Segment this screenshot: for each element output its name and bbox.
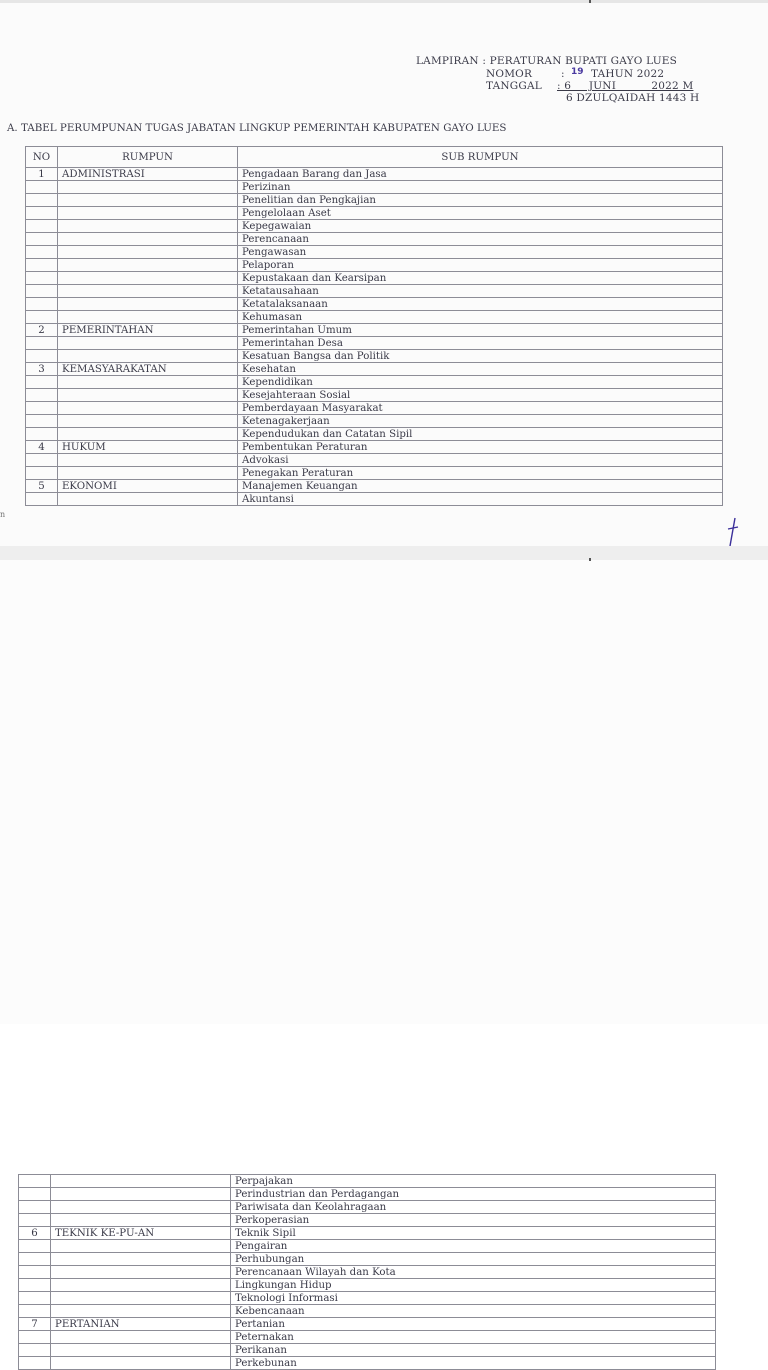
table-row	[19, 1331, 716, 1344]
cell-sub-rumpun: Peternakan	[231, 1331, 716, 1344]
cell-rumpun	[58, 298, 238, 311]
cell-sub-rumpun: Akuntansi	[238, 493, 723, 506]
cell-sub-rumpun: Pengairan	[231, 1240, 716, 1253]
section-title: A. TABEL PERUMPUNAN TUGAS JABATAN LINGKUP PEMERINTAH KABUPATEN GAYO LUES	[7, 122, 507, 134]
cell-rumpun	[58, 246, 238, 259]
cell-sub-rumpun: Perkebunan	[231, 1357, 716, 1370]
cell-sub-rumpun: Teknik Sipil	[231, 1227, 716, 1240]
cell-sub-rumpun: Pengadaan Barang dan Jasa	[238, 168, 723, 181]
cell-rumpun	[51, 1201, 231, 1214]
table-row	[19, 1266, 716, 1279]
cell-rumpun: TEKNIK KE-PU-AN	[51, 1227, 231, 1240]
cell-rumpun	[58, 194, 238, 207]
table-row	[26, 389, 723, 402]
cell-sub-rumpun: Teknologi Informasi	[231, 1292, 716, 1305]
table-row	[26, 376, 723, 389]
cell-rumpun	[51, 1188, 231, 1201]
cell-sub-rumpun: Kesehatan	[238, 363, 723, 376]
cell-rumpun	[51, 1357, 231, 1370]
cell-rumpun	[51, 1292, 231, 1305]
cell-sub-rumpun: Kepegawaian	[238, 220, 723, 233]
nomor-separator: :	[561, 68, 565, 80]
cell-sub-rumpun: Kependudukan dan Catatan Sipil	[238, 428, 723, 441]
table-header-row	[26, 147, 723, 168]
cell-no	[19, 1357, 51, 1370]
cell-sub-rumpun: Perkoperasian	[231, 1214, 716, 1227]
cell-rumpun	[58, 259, 238, 272]
cell-rumpun	[51, 1344, 231, 1357]
document-page-1	[0, 0, 768, 547]
cell-sub-rumpun: Kesejahteraan Sosial	[238, 389, 723, 402]
cell-rumpun	[58, 389, 238, 402]
table-row	[26, 480, 723, 493]
header-rumpun: RUMPUN	[58, 147, 238, 168]
cell-rumpun	[51, 1279, 231, 1292]
nomor-label: NOMOR	[486, 68, 533, 80]
cell-rumpun	[58, 337, 238, 350]
header-sub-rumpun: SUB RUMPUN	[238, 147, 723, 168]
table-row	[19, 1279, 716, 1292]
cell-no: 3	[26, 363, 58, 376]
cell-sub-rumpun: Kebencanaan	[231, 1305, 716, 1318]
table-row	[19, 1357, 716, 1370]
cell-sub-rumpun: Perencanaan	[238, 233, 723, 246]
cell-no	[26, 298, 58, 311]
table-row	[19, 1227, 716, 1240]
cell-no	[26, 467, 58, 480]
cell-no	[19, 1188, 51, 1201]
table-row	[26, 298, 723, 311]
cell-sub-rumpun: Kepustakaan dan Kearsipan	[238, 272, 723, 285]
table-row	[26, 233, 723, 246]
table-row	[26, 428, 723, 441]
cell-rumpun: HUKUM	[58, 441, 238, 454]
cell-sub-rumpun: Pengawasan	[238, 246, 723, 259]
cell-no	[19, 1175, 51, 1188]
cell-sub-rumpun: Pertanian	[231, 1318, 716, 1331]
rumpun-table-page-2	[18, 1174, 716, 1370]
cell-no	[19, 1292, 51, 1305]
cell-sub-rumpun: Kependidikan	[238, 376, 723, 389]
cell-no	[26, 402, 58, 415]
cell-no: 5	[26, 480, 58, 493]
cell-sub-rumpun: Penegakan Peraturan	[238, 467, 723, 480]
cell-sub-rumpun: Pemberdayaan Masyarakat	[238, 402, 723, 415]
cell-rumpun	[58, 454, 238, 467]
rumpun-table-page-1	[25, 146, 723, 506]
table-row	[19, 1240, 716, 1253]
table-row	[26, 402, 723, 415]
cell-sub-rumpun: Kesatuan Bangsa dan Politik	[238, 350, 723, 363]
cell-no	[26, 272, 58, 285]
cell-rumpun	[51, 1266, 231, 1279]
cell-no	[26, 181, 58, 194]
cell-sub-rumpun: Pariwisata dan Keolahragaan	[231, 1201, 716, 1214]
cell-sub-rumpun: Ketatausahaan	[238, 285, 723, 298]
cell-no	[26, 233, 58, 246]
cell-rumpun	[51, 1214, 231, 1227]
cell-sub-rumpun: Advokasi	[238, 454, 723, 467]
cell-rumpun	[58, 350, 238, 363]
cell-sub-rumpun: Pembentukan Peraturan	[238, 441, 723, 454]
cell-no	[26, 454, 58, 467]
cell-rumpun	[51, 1331, 231, 1344]
cell-no	[26, 350, 58, 363]
table-row	[26, 493, 723, 506]
cell-rumpun	[58, 220, 238, 233]
cell-no	[26, 285, 58, 298]
cell-sub-rumpun: Perizinan	[238, 181, 723, 194]
nomor-value-handwritten: 19	[571, 67, 584, 77]
cell-rumpun	[51, 1305, 231, 1318]
cell-sub-rumpun: Perindustrian dan Perdagangan	[231, 1188, 716, 1201]
table-row	[26, 181, 723, 194]
cell-sub-rumpun: Perhubungan	[231, 1253, 716, 1266]
cell-no	[26, 220, 58, 233]
cell-sub-rumpun: Perikanan	[231, 1344, 716, 1357]
cell-no	[26, 428, 58, 441]
cell-sub-rumpun: Kehumasan	[238, 311, 723, 324]
table-row	[26, 246, 723, 259]
cell-rumpun: KEMASYARAKATAN	[58, 363, 238, 376]
cell-rumpun	[58, 285, 238, 298]
cell-rumpun	[58, 467, 238, 480]
cell-no: 2	[26, 324, 58, 337]
cell-sub-rumpun: Perencanaan Wilayah dan Kota	[231, 1266, 716, 1279]
cell-no	[26, 337, 58, 350]
page-gap	[0, 546, 768, 560]
cell-no	[19, 1305, 51, 1318]
table-row	[26, 272, 723, 285]
header-no: NO	[26, 147, 58, 168]
table-row	[19, 1214, 716, 1227]
table-row	[26, 168, 723, 181]
table-row	[26, 350, 723, 363]
cell-rumpun	[58, 376, 238, 389]
cell-rumpun	[58, 181, 238, 194]
table-row	[26, 337, 723, 350]
cell-sub-rumpun: Ketatalaksanaan	[238, 298, 723, 311]
cell-sub-rumpun: Pelaporan	[238, 259, 723, 272]
cell-rumpun	[58, 402, 238, 415]
cell-rumpun	[58, 493, 238, 506]
table-row	[19, 1201, 716, 1214]
table-row	[26, 207, 723, 220]
tahun-line: TAHUN 2022	[591, 68, 665, 80]
table-row	[19, 1318, 716, 1331]
cell-no	[26, 376, 58, 389]
cell-no	[19, 1331, 51, 1344]
cell-sub-rumpun: Pemerintahan Umum	[238, 324, 723, 337]
table-row	[19, 1344, 716, 1357]
cell-rumpun	[58, 207, 238, 220]
cell-rumpun	[51, 1175, 231, 1188]
cell-rumpun	[58, 272, 238, 285]
cell-rumpun	[58, 233, 238, 246]
cell-no	[26, 415, 58, 428]
cell-sub-rumpun: Lingkungan Hidup	[231, 1279, 716, 1292]
cell-rumpun	[58, 428, 238, 441]
table-row	[26, 415, 723, 428]
cell-no: 4	[26, 441, 58, 454]
cell-no	[26, 194, 58, 207]
cell-no	[19, 1279, 51, 1292]
table-row	[19, 1305, 716, 1318]
cell-no	[26, 493, 58, 506]
tanggal-value: : 6 JUNI 2022 M	[557, 80, 694, 92]
scan-dot	[589, 0, 591, 3]
table-row	[26, 324, 723, 337]
document-page-2	[0, 560, 768, 1369]
page-top-edge	[0, 0, 768, 3]
cell-no	[26, 389, 58, 402]
cell-rumpun: PEMERINTAHAN	[58, 324, 238, 337]
cell-sub-rumpun: Penelitian dan Pengkajian	[238, 194, 723, 207]
cell-no	[19, 1214, 51, 1227]
cell-sub-rumpun: Pengelolaan Aset	[238, 207, 723, 220]
cell-no	[19, 1201, 51, 1214]
cell-no	[26, 259, 58, 272]
table-row	[26, 467, 723, 480]
cell-rumpun	[58, 311, 238, 324]
table-row	[26, 285, 723, 298]
cell-no	[26, 311, 58, 324]
cell-rumpun: PERTANIAN	[51, 1318, 231, 1331]
cell-rumpun: ADMINISTRASI	[58, 168, 238, 181]
table-row	[26, 441, 723, 454]
cell-no	[26, 207, 58, 220]
cell-no	[19, 1253, 51, 1266]
cell-sub-rumpun: Ketenagakerjaan	[238, 415, 723, 428]
cell-sub-rumpun: Manajemen Keuangan	[238, 480, 723, 493]
lampiran-line: LAMPIRAN : PERATURAN BUPATI GAYO LUES	[416, 55, 678, 67]
cell-sub-rumpun: Perpajakan	[231, 1175, 716, 1188]
table-row	[26, 259, 723, 272]
cell-no	[19, 1266, 51, 1279]
cell-rumpun: EKONOMI	[58, 480, 238, 493]
scan-dot	[589, 558, 591, 561]
hijri-date: 6 DZULQAIDAH 1443 H	[566, 92, 700, 104]
table-row	[26, 194, 723, 207]
table-row	[26, 220, 723, 233]
cell-no: 1	[26, 168, 58, 181]
cell-no	[26, 246, 58, 259]
table-row	[26, 363, 723, 376]
cell-rumpun	[51, 1240, 231, 1253]
cell-sub-rumpun: Pemerintahan Desa	[238, 337, 723, 350]
cell-no	[19, 1240, 51, 1253]
paraf-signature-icon	[726, 516, 740, 548]
cell-no: 7	[19, 1318, 51, 1331]
table-row	[19, 1175, 716, 1188]
cell-rumpun	[58, 415, 238, 428]
table-row	[26, 454, 723, 467]
cell-no: 6	[19, 1227, 51, 1240]
stray-mark: n	[0, 510, 6, 519]
tanggal-label: TANGGAL	[486, 80, 542, 92]
table-row	[19, 1188, 716, 1201]
table-row	[26, 311, 723, 324]
cell-rumpun	[51, 1253, 231, 1266]
cell-no	[19, 1344, 51, 1357]
table-row	[19, 1253, 716, 1266]
table-row	[19, 1292, 716, 1305]
